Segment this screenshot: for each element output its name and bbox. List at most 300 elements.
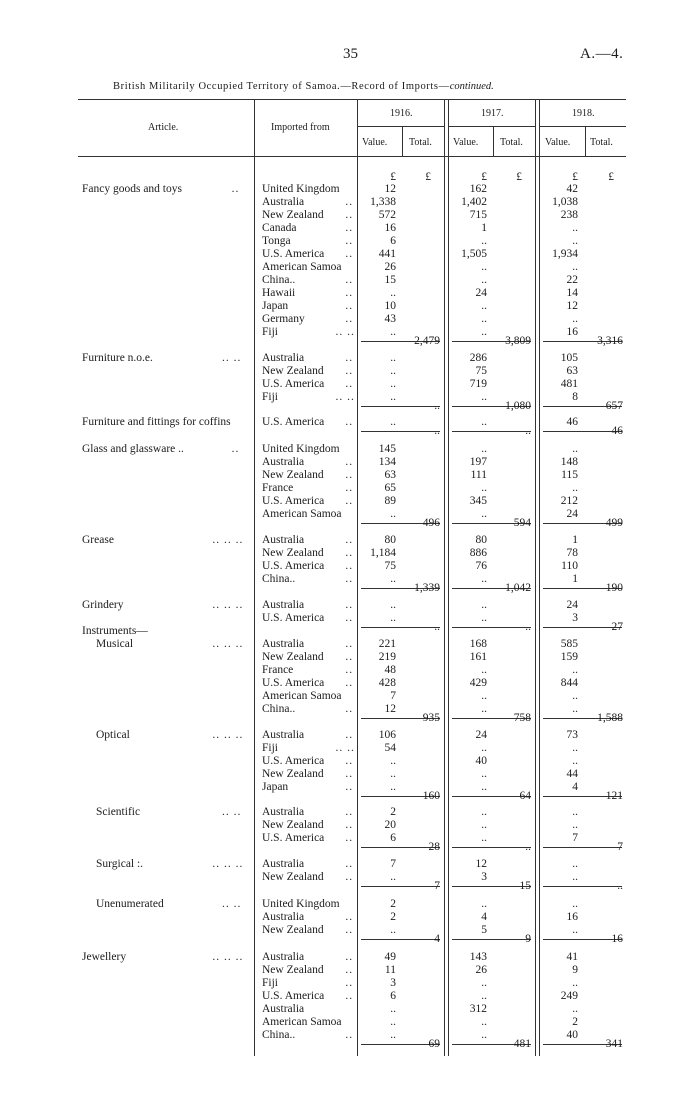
section-total: 7 [434, 880, 440, 892]
value-cell: 886 [469, 547, 487, 559]
country-name: Tonga [262, 235, 291, 247]
article-name: Jewellery [82, 951, 127, 963]
column-header-value: Value. [545, 137, 571, 148]
article-name: Fancy goods and toys [82, 183, 182, 195]
value-cell: .. [572, 261, 578, 273]
column-header-total: Total. [590, 137, 613, 148]
value-cell: 221 [378, 638, 396, 650]
value-cell: 345 [469, 495, 487, 507]
article-leader: .. [231, 443, 240, 455]
country-name: New Zealand [262, 547, 324, 559]
country-leader: .. [345, 547, 354, 559]
country-leader: .. [345, 352, 354, 364]
value-cell: 1 [572, 534, 578, 546]
value-cell: 24 [566, 599, 578, 611]
value-cell: 89 [384, 495, 396, 507]
country-leader: .. [345, 469, 354, 481]
section-total: 27 [611, 621, 623, 633]
value-cell: .. [572, 482, 578, 494]
value-cell: 1 [481, 222, 487, 234]
article-name: Furniture and fittings for coffins [82, 416, 231, 428]
country-name: New Zealand [262, 365, 324, 377]
value-cell: .. [481, 573, 487, 585]
country-name: U.S. America [262, 560, 325, 572]
value-cell: 441 [378, 248, 396, 260]
country-name: Japan [262, 300, 289, 312]
section-total: 160 [422, 790, 440, 802]
section-total: 341 [605, 1038, 623, 1050]
column-divider-1916-total [402, 126, 403, 156]
country-name: U.S. America [262, 248, 325, 260]
country-leader: .. [345, 482, 354, 494]
value-cell: 26 [475, 964, 487, 976]
header-bottom-rule [78, 156, 626, 157]
value-cell: .. [481, 819, 487, 831]
value-cell: .. [481, 235, 487, 247]
value-cell: 1,505 [461, 248, 487, 260]
year-1917-rule [448, 126, 535, 127]
country-leader: .. [345, 612, 354, 624]
value-cell: .. [481, 703, 487, 715]
country-name: Fiji [262, 391, 278, 403]
value-cell: .. [481, 1029, 487, 1041]
country-leader: .. [345, 287, 354, 299]
country-leader: .. [345, 300, 354, 312]
currency-symbol: £ [516, 171, 522, 183]
value-cell: 63 [566, 365, 578, 377]
value-cell: .. [390, 416, 396, 428]
value-cell: 24 [566, 508, 578, 520]
value-cell: .. [481, 898, 487, 910]
column-header-1917: 1917. [481, 108, 504, 119]
value-cell: 5 [481, 924, 487, 936]
value-cell: .. [390, 391, 396, 403]
value-cell: .. [481, 664, 487, 676]
country-leader: .. [345, 416, 354, 428]
value-cell: 111 [470, 469, 487, 481]
article-name: Grease [82, 534, 114, 546]
value-cell: 76 [475, 560, 487, 572]
value-cell: 572 [378, 209, 396, 221]
value-cell: .. [572, 871, 578, 883]
country-name: American Samoa [262, 1016, 342, 1028]
value-cell: 8 [572, 391, 578, 403]
country-name: New Zealand [262, 768, 324, 780]
column-divider-article [254, 99, 255, 1056]
column-header-value: Value. [453, 137, 479, 148]
section-total: 46 [611, 425, 623, 437]
value-cell: 1,934 [552, 248, 578, 260]
section-total: 1,042 [505, 582, 531, 594]
article-subname: Scientific [96, 806, 141, 818]
value-cell: .. [390, 1016, 396, 1028]
country-leader: .. [345, 235, 354, 247]
value-cell: .. [572, 1003, 578, 1015]
article-subname: Musical [96, 638, 134, 650]
section-total: .. [434, 400, 440, 412]
value-cell: .. [390, 1003, 396, 1015]
country-name: U.S. America [262, 416, 325, 428]
section-total: 9 [525, 933, 531, 945]
country-leader: .. [345, 729, 354, 741]
value-cell: .. [481, 482, 487, 494]
value-cell: 42 [566, 183, 578, 195]
value-cell: 219 [378, 651, 396, 663]
value-cell: 48 [384, 664, 396, 676]
country-leader: .. .. [335, 391, 355, 403]
country-name: France [262, 482, 294, 494]
country-leader: .. [345, 755, 354, 767]
country-name: Japan [262, 781, 289, 793]
section-total: 594 [513, 517, 531, 529]
value-cell: 6 [390, 990, 396, 1002]
article-subname: Optical [96, 729, 130, 741]
value-cell: .. [481, 443, 487, 455]
value-cell: 162 [469, 183, 487, 195]
currency-symbol: £ [572, 171, 578, 183]
value-cell: .. [390, 781, 396, 793]
value-cell: 14 [566, 287, 578, 299]
section-total: 64 [519, 790, 531, 802]
value-cell: .. [390, 365, 396, 377]
country-leader: .. [345, 378, 354, 390]
value-cell: 12 [475, 858, 487, 870]
value-cell: .. [481, 742, 487, 754]
country-leader: .. [345, 222, 354, 234]
country-name: U.S. America [262, 755, 325, 767]
country-leader: .. [345, 964, 354, 976]
country-leader: .. [345, 248, 354, 260]
country-name: Australia [262, 1003, 305, 1015]
value-cell: 1,184 [370, 547, 396, 559]
country-leader: .. [345, 599, 354, 611]
currency-symbol: £ [481, 171, 487, 183]
section-total: 2,479 [414, 335, 440, 347]
section-total: 7 [617, 841, 623, 853]
section-total: 758 [513, 712, 531, 724]
section-total: 69 [428, 1038, 440, 1050]
country-name: Australia [262, 534, 305, 546]
country-name: Australia [262, 951, 305, 963]
value-cell: .. [390, 287, 396, 299]
country-name: China.. [262, 274, 296, 286]
value-cell: 7 [572, 832, 578, 844]
value-cell: 65 [384, 482, 396, 494]
value-cell: 2 [390, 911, 396, 923]
country-leader: .. [345, 990, 354, 1002]
value-cell: 40 [566, 1029, 578, 1041]
value-cell: 2 [390, 898, 396, 910]
value-cell: .. [572, 222, 578, 234]
section-total: .. [525, 425, 531, 437]
value-cell: 1,402 [461, 196, 487, 208]
country-leader: .. .. [335, 326, 355, 338]
country-leader: .. [345, 495, 354, 507]
section-total: 3,316 [597, 335, 623, 347]
section-total: 496 [422, 517, 440, 529]
value-cell: 41 [566, 951, 578, 963]
section-total: 4 [434, 933, 440, 945]
country-name: Germany [262, 313, 305, 325]
section-total: 935 [422, 712, 440, 724]
year-1916-rule [357, 126, 444, 127]
column-header-total: Total. [500, 137, 523, 148]
country-name: Fiji [262, 742, 278, 754]
value-cell: 16 [566, 911, 578, 923]
value-cell: .. [572, 924, 578, 936]
value-cell: 238 [560, 209, 578, 221]
country-name: U.S. America [262, 990, 325, 1002]
column-header-1918: 1918. [572, 108, 595, 119]
value-cell: 1 [572, 573, 578, 585]
country-leader: .. [345, 456, 354, 468]
country-leader: .. [345, 560, 354, 572]
value-cell: 429 [469, 677, 487, 689]
article-leader: .. .. .. [212, 858, 244, 870]
currency-symbol: £ [425, 171, 431, 183]
value-cell: .. [572, 703, 578, 715]
country-name: U.S. America [262, 612, 325, 624]
country-leader: .. [345, 768, 354, 780]
value-cell: .. [481, 612, 487, 624]
country-leader: .. [345, 638, 354, 650]
article-leader: .. [231, 183, 240, 195]
value-cell: 44 [566, 768, 578, 780]
country-name: China.. [262, 1029, 296, 1041]
value-cell: .. [390, 378, 396, 390]
value-cell: .. [481, 806, 487, 818]
value-cell: 20 [384, 819, 396, 831]
country-name: New Zealand [262, 469, 324, 481]
article-leader: .. .. .. [212, 534, 244, 546]
value-cell: 12 [566, 300, 578, 312]
value-cell: 844 [560, 677, 578, 689]
value-cell: 54 [384, 742, 396, 754]
section-total: 1,080 [505, 400, 531, 412]
column-divider-1917a [444, 99, 445, 1056]
country-name: Australia [262, 911, 305, 923]
value-cell: 145 [378, 443, 396, 455]
value-cell: 719 [469, 378, 487, 390]
section-total: 1,588 [597, 712, 623, 724]
country-name: American Samoa [262, 690, 342, 702]
value-cell: .. [390, 768, 396, 780]
currency-symbol: £ [390, 171, 396, 183]
country-leader: .. [345, 274, 354, 286]
country-name: U.S. America [262, 832, 325, 844]
column-header-1916: 1916. [390, 108, 413, 119]
table-top-rule [78, 99, 626, 100]
column-divider-1917-total [493, 126, 494, 156]
table-title-main: British Militarily Occupied Territory of Samoa.—Record of Imports— [113, 81, 450, 92]
value-cell: 249 [560, 990, 578, 1002]
country-name: Fiji [262, 977, 278, 989]
column-header-value: Value. [362, 137, 388, 148]
country-leader: .. [345, 858, 354, 870]
value-cell: .. [481, 313, 487, 325]
value-cell: .. [572, 313, 578, 325]
country-name: Canada [262, 222, 297, 234]
value-cell: 80 [384, 534, 396, 546]
country-leader: .. [345, 573, 354, 585]
column-divider-1918-total [585, 126, 586, 156]
country-name: China.. [262, 703, 296, 715]
value-cell: 12 [384, 183, 396, 195]
country-name: Australia [262, 599, 305, 611]
value-cell: .. [390, 924, 396, 936]
value-cell: .. [481, 768, 487, 780]
country-leader: .. [345, 209, 354, 221]
column-header-imported-from: Imported from [271, 122, 330, 133]
value-cell: 22 [566, 274, 578, 286]
value-cell: 4 [481, 911, 487, 923]
value-cell: .. [390, 599, 396, 611]
value-cell: .. [390, 755, 396, 767]
value-cell: .. [572, 977, 578, 989]
country-name: New Zealand [262, 209, 324, 221]
value-cell: .. [481, 781, 487, 793]
value-cell: .. [481, 416, 487, 428]
value-cell: 75 [475, 365, 487, 377]
column-header-article: Article. [148, 122, 179, 133]
section-total: 657 [605, 400, 623, 412]
value-cell: .. [572, 819, 578, 831]
value-cell: 40 [475, 755, 487, 767]
article-leader: .. .. .. [212, 729, 244, 741]
article-leader: .. .. [222, 806, 242, 818]
value-cell: 46 [566, 416, 578, 428]
value-cell: 6 [390, 235, 396, 247]
country-name: United Kingdom [262, 898, 340, 910]
country-name: Australia [262, 806, 305, 818]
table-title [113, 81, 494, 92]
value-cell: .. [390, 1029, 396, 1041]
country-leader: .. [345, 196, 354, 208]
country-name: Australia [262, 638, 305, 650]
value-cell: 428 [378, 677, 396, 689]
value-cell: .. [572, 806, 578, 818]
value-cell: 3 [572, 612, 578, 624]
value-cell: .. [481, 977, 487, 989]
value-cell: .. [481, 1016, 487, 1028]
document-reference: A.—4. [580, 46, 624, 62]
value-cell: 312 [469, 1003, 487, 1015]
value-cell: 481 [560, 378, 578, 390]
value-cell: 585 [560, 638, 578, 650]
country-leader: .. [345, 1029, 354, 1041]
value-cell: .. [481, 690, 487, 702]
value-cell: 78 [566, 547, 578, 559]
country-name: Australia [262, 456, 305, 468]
value-cell: .. [481, 599, 487, 611]
country-name: U.S. America [262, 378, 325, 390]
section-total: .. [525, 621, 531, 633]
value-cell: .. [572, 858, 578, 870]
value-cell: .. [572, 755, 578, 767]
value-cell: .. [572, 742, 578, 754]
value-cell: 1,338 [370, 196, 396, 208]
article-name: Furniture n.o.e. [82, 352, 153, 364]
value-cell: 159 [560, 651, 578, 663]
country-name: American Samoa [262, 508, 342, 520]
value-cell: 143 [469, 951, 487, 963]
value-cell: 106 [378, 729, 396, 741]
value-cell: 3 [390, 977, 396, 989]
value-cell: .. [390, 612, 396, 624]
country-name: Australia [262, 729, 305, 741]
country-leader: .. [345, 871, 354, 883]
country-name: American Samoa [262, 261, 342, 273]
country-name: China.. [262, 573, 296, 585]
value-cell: .. [481, 391, 487, 403]
value-cell: .. [481, 261, 487, 273]
country-name: France [262, 664, 294, 676]
country-leader: .. [345, 924, 354, 936]
country-leader: .. [345, 651, 354, 663]
value-cell: 24 [475, 287, 487, 299]
country-leader: .. [345, 313, 354, 325]
country-name: New Zealand [262, 964, 324, 976]
value-cell: 168 [469, 638, 487, 650]
value-cell: .. [390, 573, 396, 585]
country-leader: .. [345, 832, 354, 844]
article-name: Instruments— [82, 625, 148, 637]
value-cell: 715 [469, 209, 487, 221]
section-total: .. [525, 841, 531, 853]
article-leader: .. .. .. [212, 951, 244, 963]
country-leader: .. .. [335, 742, 355, 754]
country-name: New Zealand [262, 924, 324, 936]
value-cell: 16 [566, 326, 578, 338]
value-cell: 2 [390, 806, 396, 818]
value-cell: 110 [561, 560, 578, 572]
value-cell: 43 [384, 313, 396, 325]
column-header-total: Total. [409, 137, 432, 148]
section-total: 15 [519, 880, 531, 892]
value-cell: .. [390, 871, 396, 883]
country-leader: .. [345, 365, 354, 377]
value-cell: 10 [384, 300, 396, 312]
article-name: Glass and glassware .. [82, 443, 184, 455]
section-total: 499 [605, 517, 623, 529]
value-cell: 197 [469, 456, 487, 468]
value-cell: .. [481, 300, 487, 312]
country-name: Australia [262, 858, 305, 870]
value-cell: .. [572, 898, 578, 910]
article-subname: Surgical :. [96, 858, 144, 870]
page-number: 35 [343, 46, 358, 62]
value-cell: 148 [560, 456, 578, 468]
section-total: 1,339 [414, 582, 440, 594]
article-leader: .. .. .. [212, 638, 244, 650]
section-total: 16 [611, 933, 623, 945]
value-cell: 1,038 [552, 196, 578, 208]
country-leader: .. [345, 781, 354, 793]
value-cell: 12 [384, 703, 396, 715]
country-leader: .. [345, 977, 354, 989]
table-title-continued: continued. [449, 81, 494, 92]
year-1918-rule [539, 126, 626, 127]
section-total: .. [617, 880, 623, 892]
country-leader: .. [345, 677, 354, 689]
value-cell: 73 [566, 729, 578, 741]
value-cell: 26 [384, 261, 396, 273]
value-cell: 115 [561, 469, 578, 481]
article-name: Grindery [82, 599, 124, 611]
country-name: United Kingdom [262, 443, 340, 455]
value-cell: 24 [475, 729, 487, 741]
value-cell: .. [572, 664, 578, 676]
